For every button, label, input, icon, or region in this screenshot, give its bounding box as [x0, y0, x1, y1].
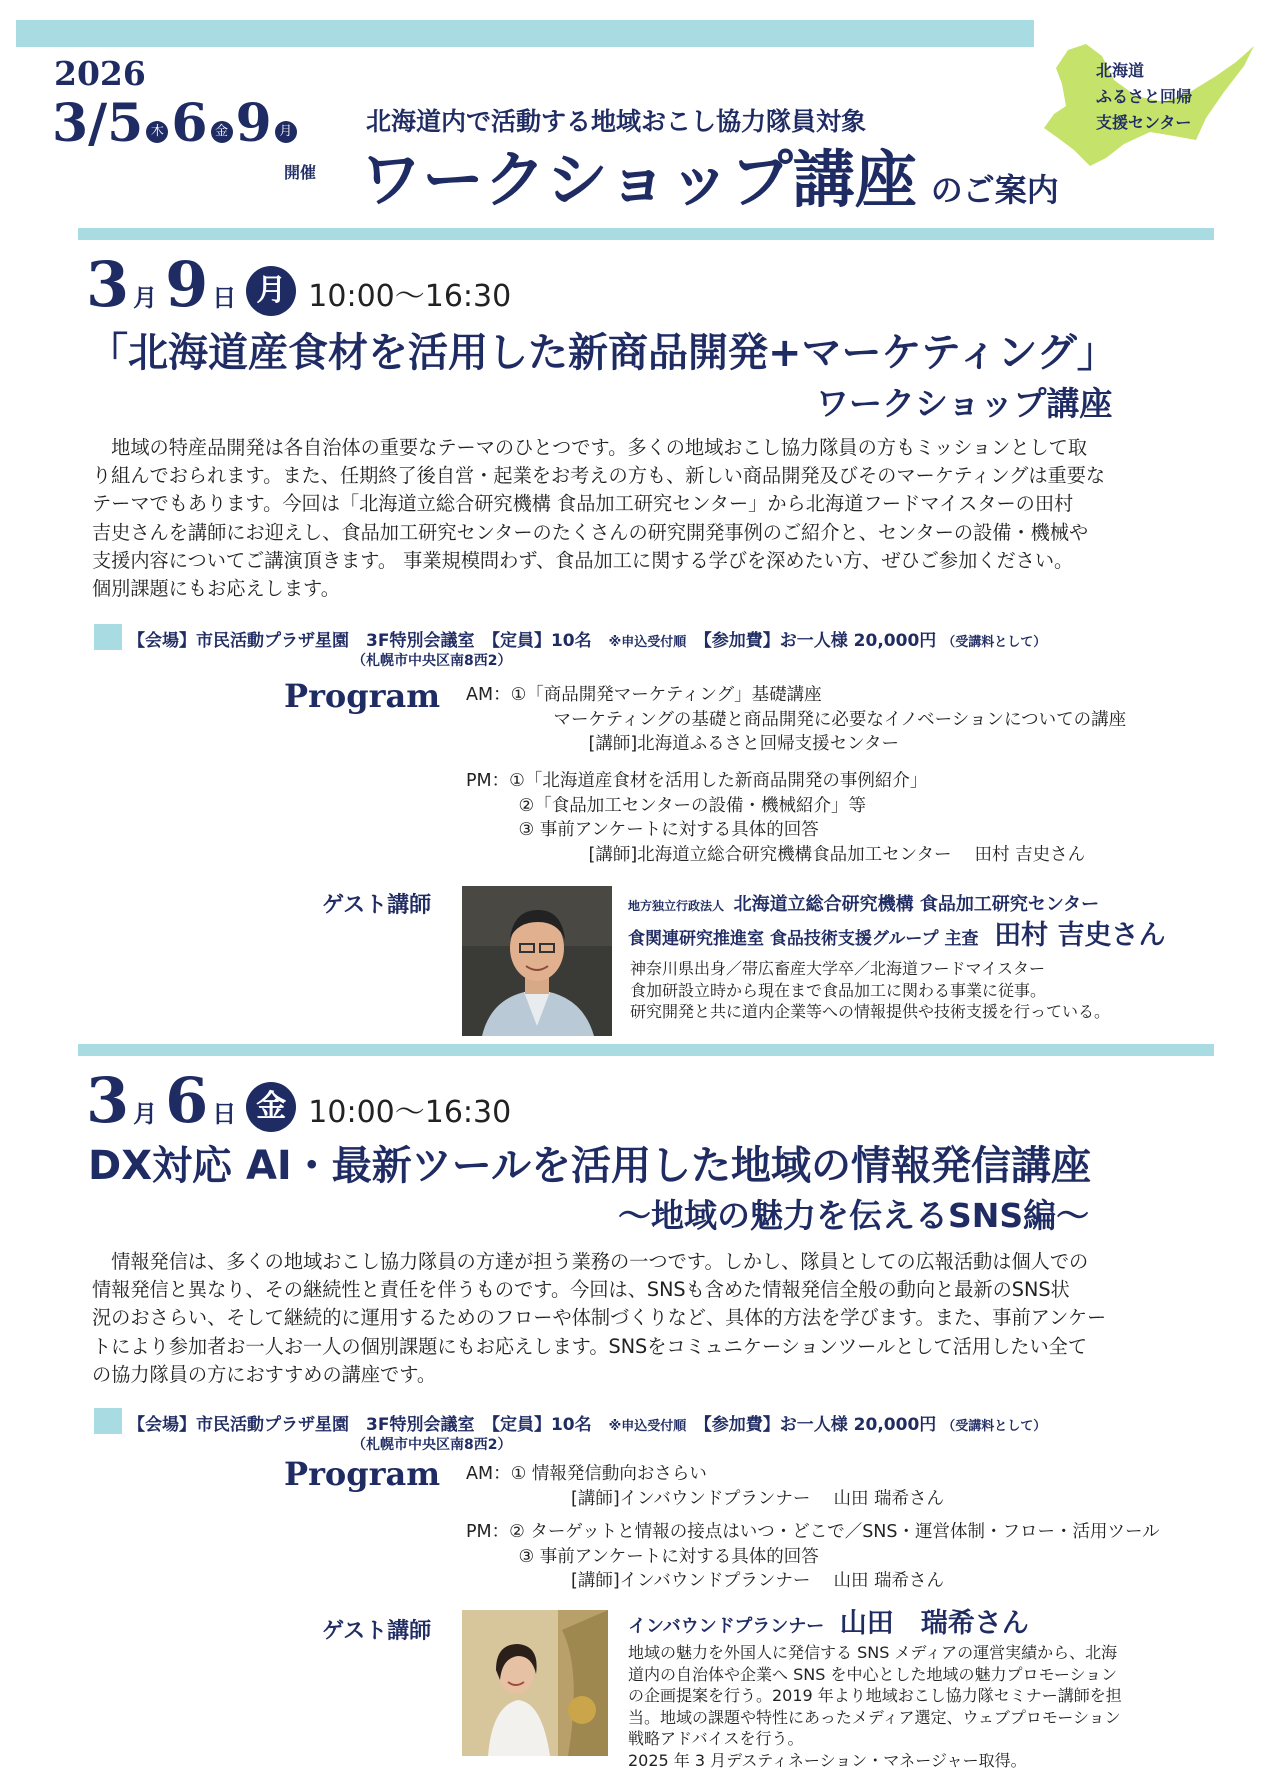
session2-info-marker: [94, 1408, 122, 1434]
session2-day: 6: [165, 1064, 209, 1137]
session2-program-am: [466, 1462, 944, 1511]
session1-program-line: [講師]北海道立総合研究機構食品加工センター 田村 吉史さん: [466, 844, 1086, 865]
organizer-logo: [1040, 40, 1262, 168]
session1-guest-photo: [462, 886, 612, 1036]
top-accent-bar: [16, 20, 1034, 47]
header-title: [360, 142, 1059, 218]
session1-capacity-note: ※申込受付順: [608, 635, 687, 650]
session1-info-line: [128, 626, 1046, 651]
session1-month-char: 月: [133, 284, 158, 312]
session1-venue: 市民活動プラザ星園 3F特別会議室: [196, 631, 475, 651]
session2-address: （札幌市中央区南8西2）: [352, 1437, 512, 1453]
session1-info-marker: [94, 624, 122, 650]
event-dates: [52, 94, 300, 154]
session2-desc-line: の協力隊員の方におすすめの講座です。: [92, 1362, 437, 1386]
session1-bio-line: 食加研設立時から現在まで食品加工に関わる事業に従事。: [630, 980, 1047, 1000]
session2-weekday-badge: 金: [246, 1082, 296, 1132]
session1-guest-bio: [630, 958, 1110, 1023]
session2-guest-name: 山田 瑞希さん: [839, 1608, 1029, 1639]
session1-desc-line: り組んでおられます。また、任期終了後自営・起業をお考えの方も、新しい商品開発及びそのマーケティングは重要な: [92, 464, 1106, 488]
session2-guest-heading: ゲスト講師: [322, 1619, 432, 1644]
kaisai-label: 開催: [284, 163, 317, 182]
session2-venue-label: 【会場】: [128, 1415, 196, 1435]
session1-desc-line: 支援内容についてご講演頂きます。 事業規模問わず、食品加工に関する学びを深めたい方、ぜひご参加ください。: [92, 548, 1074, 572]
section2-top-bar: [78, 1044, 1214, 1056]
event-year: 2026: [54, 54, 146, 93]
logo-line-2: ふるさと回帰: [1096, 87, 1193, 106]
logo-line-1: 北海道: [1096, 61, 1145, 80]
session2-guest-bio: [628, 1642, 1122, 1771]
session1-day-char: 日: [212, 284, 237, 312]
session1-program-line: ③ 事前アンケートに対する具体的回答: [466, 820, 819, 840]
session1-program-line: [講師]北海道ふるさと回帰支援センター: [466, 734, 899, 754]
session1-capacity-label: 【定員】: [491, 631, 551, 651]
session1-guest-org: 北海道立総合研究機構 食品加工研究センター: [733, 894, 1100, 915]
session1-program-pm: [466, 769, 1085, 867]
session2-day-char: 日: [212, 1100, 237, 1128]
session1-date: [86, 250, 511, 320]
session2-program-line: [講師]インバウンドプランナー 山田 瑞希さん: [466, 1571, 945, 1591]
session2-time: 10:00〜16:30: [308, 1095, 512, 1130]
session2-capacity: 10名: [550, 1415, 592, 1435]
weekday-badge-1: 木: [146, 121, 168, 143]
session2-bio-line: 2025 年 3 月デスティネーション・マネージャー取得。: [628, 1750, 1027, 1770]
session2-title-line1: DX対応 AI・最新ツールを活用した地域の情報発信講座: [88, 1143, 1092, 1189]
session2-capacity-note: ※申込受付順: [608, 1419, 687, 1434]
session2-month-char: 月: [133, 1100, 158, 1128]
session2-desc-line: 況のおさらい、そして継続的に運用するためのフローや体制づくりなど、具体的方法を学びます。また、事前アンケー: [92, 1306, 1107, 1330]
section1-top-bar: [78, 228, 1214, 240]
session2-desc-line: 情報発信と異なり、その継続性と責任を伴うものです。今回は、SNSも含めた情報発信全般の動向と最新のSNS状: [92, 1278, 1070, 1302]
session1-guest-heading: ゲスト講師: [322, 893, 432, 918]
date-num-1: 3/5: [52, 93, 144, 154]
weekday-badge-2: 金: [211, 121, 233, 143]
session2-program-line: ③ 事前アンケートに対する具体的回答: [466, 1546, 819, 1567]
header-title-main: ワークショップ講座: [360, 143, 917, 216]
date-num-3: 9: [235, 93, 272, 154]
session1-capacity: 10名: [550, 631, 592, 651]
session1-guest-name: 田村 吉史さん: [994, 920, 1166, 951]
logo-line-3: 支援センター: [1096, 113, 1192, 132]
session1-guest-dept: 食関連研究推進室 食品技術支援グループ 主査: [628, 929, 979, 949]
session1-title-line2: ワークショップ講座: [816, 384, 1113, 423]
session1-time: 10:00〜16:30: [308, 279, 512, 314]
session1-desc-line: 個別課題にもお応えします。: [92, 577, 340, 601]
session2-bio-line: 戦略アドバイスを行う。: [628, 1729, 804, 1748]
session1-title-line1: 「北海道産食材を活用した新商品開発+マーケティング」: [88, 330, 1117, 376]
session2-guest-info: [628, 1606, 1029, 1645]
session2-guest-photo: [462, 1610, 608, 1756]
session1-program-line: PM：①「北海道産食材を活用した新商品開発の事例紹介」: [466, 771, 928, 791]
session1-bio-line: 研究開発と共に道内企業等への情報提供や技術支援を行っている。: [630, 1002, 1111, 1021]
session2-program-line: [講師]インバウンドプランナー 山田 瑞希さん: [466, 1488, 945, 1509]
session2-info-line: [128, 1410, 1046, 1435]
session2-bio-line: 道内の自治体や企業へ SNS を中心とした地域の魅力プロモーション: [628, 1664, 1118, 1684]
session2-program-line: AM：① 情報発信動向おさらい: [466, 1464, 707, 1484]
session2-program-line: PM：② ターゲットと情報の接点はいつ・どこで／SNS・運営体制・フロー・活用ツール: [466, 1522, 1160, 1542]
session2-fee-label: 【参加費】: [703, 1415, 780, 1435]
session1-address: （札幌市中央区南8西2）: [352, 653, 512, 669]
session2-capacity-label: 【定員】: [491, 1415, 551, 1435]
session2-title-line2: 〜地域の魅力を伝えるSNS編〜: [618, 1196, 1090, 1235]
date-num-2: 6: [171, 93, 208, 154]
session2-month: 3: [86, 1064, 130, 1137]
session1-desc-line: テーマでもあります。今回は「北海道立総合研究機構 食品加工研究センター」から北海道フードマイスターの田村: [92, 492, 1074, 516]
session1-guest-info: [628, 892, 1165, 956]
session1-day: 9: [165, 248, 209, 321]
session1-desc-line: 地域の特産品開発は各自治体の重要なテーマのひとつです。多くの地域おこし協力隊員の方もミッションとして取: [92, 436, 1088, 459]
session1-fee-label: 【参加費】: [703, 631, 780, 651]
session2-bio-line: 地域の魅力を外国人に発信する SNS メディアの運営実績から、北海: [628, 1643, 1118, 1662]
session2-bio-line: 当。地域の課題や特性にあったメディア選定、ウェブプロモーション: [628, 1707, 1121, 1727]
session2-program-heading: Program: [284, 1455, 441, 1493]
session2-guest-title: インバウンドプランナー: [628, 1616, 825, 1637]
session1-description: [92, 434, 1105, 603]
session2-fee: お一人様 20,000円: [779, 1415, 937, 1435]
session2-venue: 市民活動プラザ星園 3F特別会議室: [196, 1415, 475, 1435]
session1-desc-line: 吉史さんを講師にお迎えし、食品加工研究センターのたくさんの研究開発事例のご紹介と、センターの設備・機械や: [92, 520, 1089, 544]
weekday-badge-3: 月: [275, 121, 297, 143]
session2-date: [86, 1066, 511, 1136]
session2-desc-line: トにより参加者お一人お一人の個別課題にもお応えします。SNSをコミュニケーションツールとして活用したい全て: [92, 1334, 1088, 1358]
header-subtitle: 北海道内で活動する地域おこし協力隊員対象: [366, 107, 867, 136]
session1-fee: お一人様 20,000円: [779, 631, 937, 651]
session1-guest-org-small: 地方独立行政法人: [628, 899, 725, 913]
header-title-suffix: のご案内: [930, 171, 1059, 209]
session1-weekday-badge: 月: [246, 266, 296, 316]
session2-description: [92, 1248, 1106, 1389]
session2-bio-line: の企画提案を行う。2019 年より地域おこし協力隊セミナー講師を担: [628, 1686, 1122, 1705]
session1-fee-note: （受講料として）: [942, 635, 1047, 650]
session1-program-line: ②「食品加工センターの設備・機械紹介」等: [466, 795, 866, 816]
session2-desc-line: 情報発信は、多くの地域おこし協力隊員の方達が担う業務の一つです。しかし、隊員としての広報活動は個人での: [92, 1250, 1089, 1273]
session1-venue-label: 【会場】: [128, 631, 196, 651]
session1-program-line: マーケティングの基礎と商品開発に必要なイノベーションについての講座: [466, 709, 1127, 730]
session1-program-heading: Program: [284, 677, 441, 715]
session2-fee-note: （受講料として）: [942, 1419, 1047, 1434]
session1-bio-line: 神奈川県出身／帯広畜産大学卒／北海道フードマイスター: [630, 959, 1046, 978]
session1-program-line: AM：①「商品開発マーケティング」基礎講座: [466, 685, 822, 705]
session1-month: 3: [86, 248, 130, 321]
session2-program-pm: [466, 1520, 1160, 1594]
session1-program-am: [466, 683, 1126, 757]
